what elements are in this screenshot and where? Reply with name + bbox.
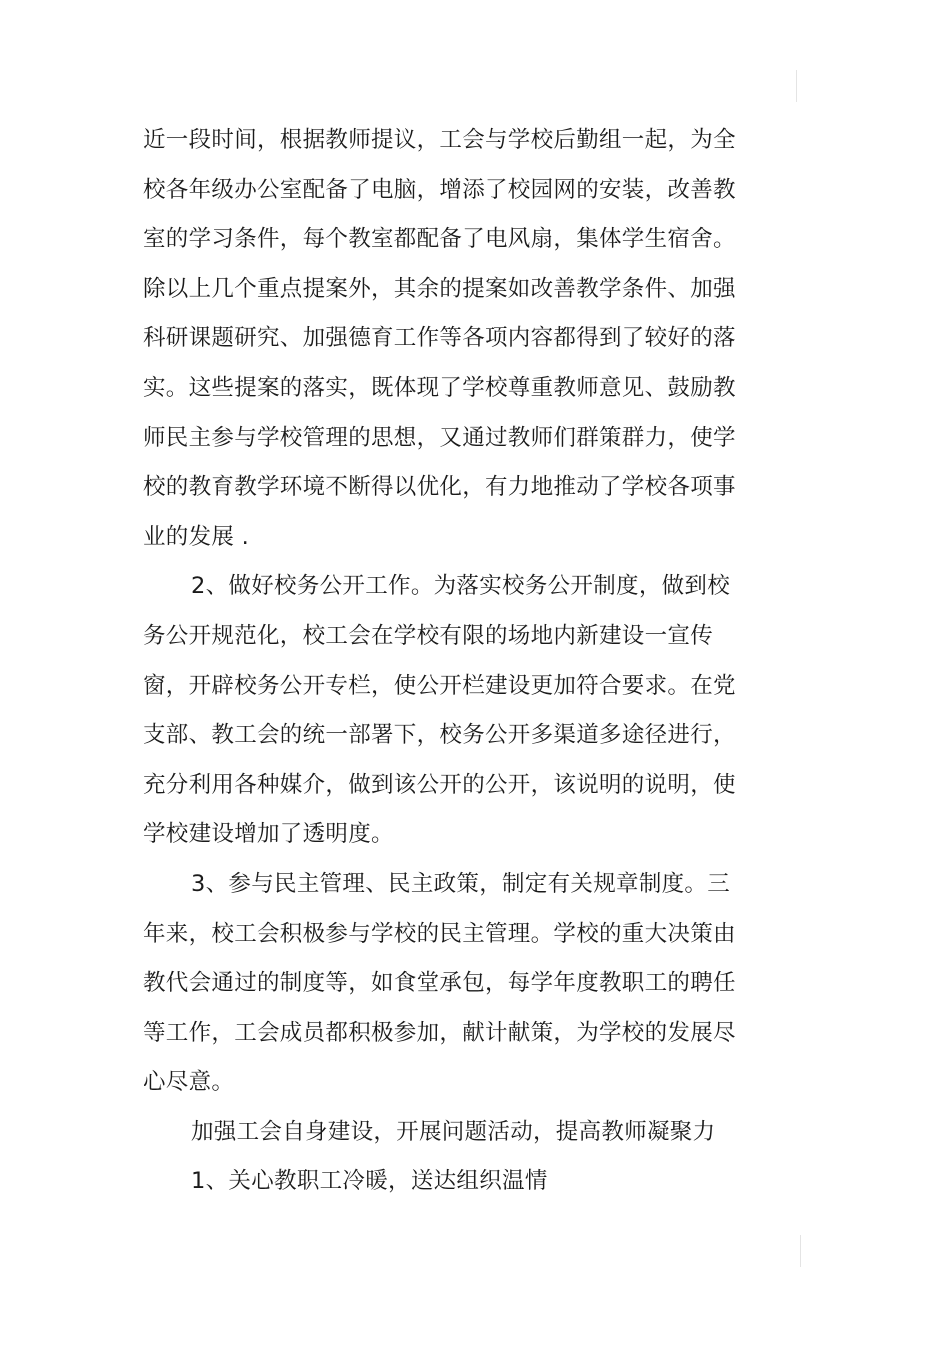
text-line: 实。这些提案的落实，既体现了学校尊重教师意见、鼓励教	[143, 374, 736, 401]
text-line: 除以上几个重点提案外，其余的提案如改善教学条件、加强	[143, 275, 736, 302]
text-line: 校的教育教学环境不断得以优化，有力地推动了学校各项事	[143, 474, 736, 501]
text-line: 室的学习条件，每个教室都配备了电风扇，集体学生宿舍。	[143, 226, 736, 253]
text-line: 支部、教工会的统一部署下，校务公开多渠道多途径进行，	[143, 722, 736, 749]
text-line: 年来，校工会积极参与学校的民主管理。学校的重大决策由	[143, 920, 736, 947]
paragraph-2-start: 2、做好校务公开工作。为落实校务公开制度，做到校	[191, 573, 731, 600]
page-margin-mark-top	[796, 70, 797, 102]
section-heading: 加强工会自身建设，开展问题活动，提高教师凝聚力	[191, 1118, 716, 1145]
subsection-heading: 1、关心教职工冷暖，送达组织温情	[191, 1168, 548, 1195]
text-line: 近一段时间，根据教师提议，工会与学校后勤组一起，为全	[143, 127, 736, 153]
page-margin-mark-bottom	[800, 1235, 801, 1267]
text-line: 窗，开辟校务公开专栏，使公开栏建设更加符合要求。在党	[143, 672, 736, 699]
paragraph-3-start: 3、参与民主管理、民主政策，制定有关规章制度。三	[191, 870, 731, 897]
text-line: 科研课题研究、加强德育工作等各项内容都得到了较好的落	[143, 325, 736, 352]
body-text	[143, 116, 743, 1207]
text-line: 充分利用各种媒介，做到该公开的公开，该说明的说明，使	[143, 771, 736, 798]
text-line: 教代会通过的制度等，如食堂承包，每学年度教职工的聘任	[143, 970, 736, 997]
text-line: 务公开规范化，校工会在学校有限的场地内新建设一宣传	[143, 622, 714, 649]
text-line: 学校建设增加了透明度。	[143, 821, 394, 848]
text-line: 心尽意。	[143, 1069, 235, 1096]
text-line: 业的发展 .	[143, 523, 250, 550]
text-line: 等工作，工会成员都积极参加，献计献策，为学校的发展尽	[143, 1019, 736, 1046]
text-line: 师民主参与学校管理的思想，又通过教师们群策群力，使学	[143, 424, 736, 451]
text-line: 校各年级办公室配备了电脑，增添了校园网的安装，改善教	[143, 176, 736, 203]
